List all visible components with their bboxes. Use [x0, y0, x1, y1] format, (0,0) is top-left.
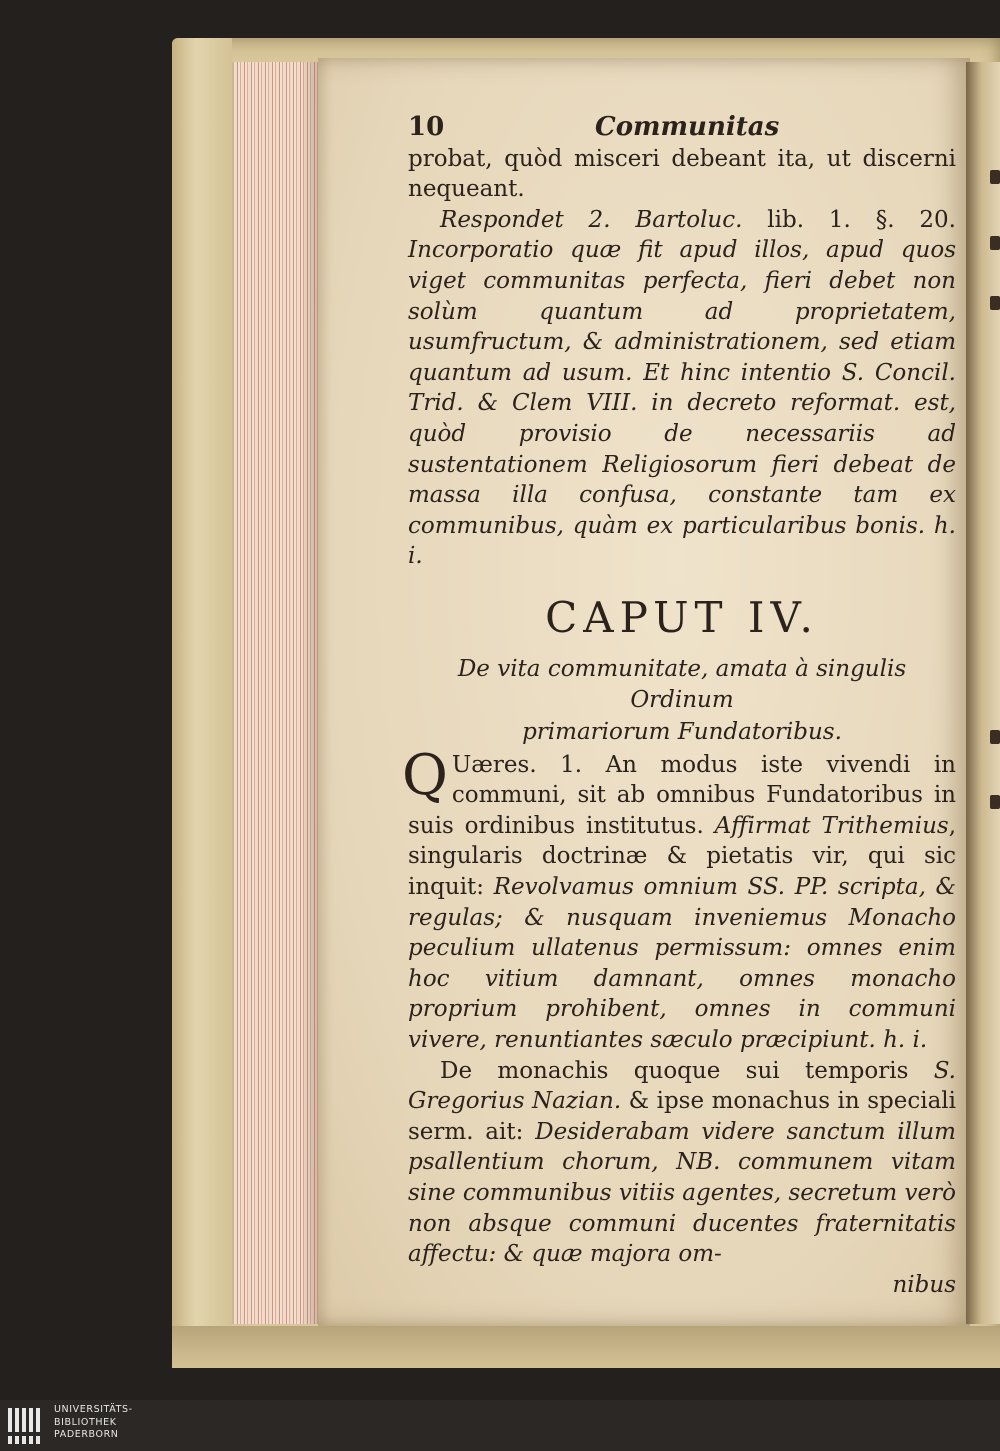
chapter-heading: CAPUT IV.: [545, 592, 819, 642]
library-footer: [0, 1400, 1000, 1451]
chapter-subtitle-line-2: primariorum Fundatoribus.: [522, 719, 842, 746]
gregorius-name: S. Gregorius Nazian.: [408, 1057, 956, 1115]
p4-text-2: & ipse monachus in speciali serm. ait:: [408, 1088, 956, 1145]
gregorius-quote: Desiderabam videre sanctum illum psallentium chorum, NB. communem vitam sine communibus vitiis agentes, secretum verò non absque communi ducentes fraternitatis affectu: & quæ majora om-: [408, 1118, 956, 1268]
respondet-lead: Respondet 2. Bartoluc.: [440, 206, 743, 233]
library-logo-icon: [6, 1404, 46, 1448]
library-line-3: PADERBORN: [54, 1429, 119, 1440]
facing-page-fragment: [990, 236, 1000, 250]
facing-page-fragment: [990, 170, 1000, 184]
reference: lib. 1. §. 20.: [742, 206, 956, 233]
paragraph-4: [408, 1056, 956, 1270]
facing-page-fragment: [990, 795, 1000, 809]
running-title: Communitas: [595, 112, 780, 142]
question-text: Uæres. 1. An modus iste vivendi in communi, sit ab omnibus Fundatoribus in suis ordinibus institutus.: [408, 751, 956, 839]
cover-edge: [172, 38, 232, 1368]
question-text-2: , singularis doctrinæ & pietatis vir, qui sic inquit:: [408, 812, 956, 901]
library-name: [54, 1404, 133, 1442]
book-gutter: [966, 62, 1000, 1324]
page-header: [408, 112, 956, 143]
paragraph-3: [402, 742, 956, 1056]
library-line-2: BIBLIOTHEK: [54, 1416, 117, 1428]
paragraph-1: probat, quòd misceri debeant ita, ut discerni nequeant.: [408, 145, 956, 203]
library-line-1: UNIVERSITÄTS-: [54, 1404, 133, 1415]
page-text: [402, 112, 956, 1300]
facing-page-fragment: [990, 296, 1000, 310]
chapter-subtitle-line-1: De vita communitate, amata à singulis Ordinum: [457, 655, 907, 713]
page-number: 10: [408, 112, 445, 142]
cover-bottom-edge: [172, 1326, 1000, 1368]
facing-page-fragment: [990, 730, 1000, 744]
trithemius-name: Affirmat Trithemius: [714, 812, 949, 839]
paragraph-2: [408, 205, 956, 572]
trithemius-quote: Revolvamus omnium SS. PP. scripta, & regulas; & nusquam inveniemus Monacho peculium ullatenus permissum: omnes enim hoc vitium damnant, omnes monacho proprium prohibent, omnes in communi vivere, renuntiantes sæculo præcipiunt. h. i.: [408, 874, 956, 1054]
catchword: nibus: [892, 1271, 956, 1298]
p4-text-1: De monachis quoque sui temporis: [440, 1057, 934, 1084]
respondet-text: Incorporatio quæ fit apud illos, apud quos viget communitas perfecta, fieri debet non solùm quantum ad proprietatem, usumfructum, & administrationem, sed etiam quantum ad usum. Et hinc intentio S. Concil. Trid. & Clem VIII. in decreto reformat. est, quòd provisio de necessariis ad sustentationem Religiosorum fieri debeat de massa illa confusa, constante tam ex communibus, quàm ex particularibus bonis. h. i.: [408, 237, 956, 570]
initial-letter: Q: [402, 742, 448, 808]
